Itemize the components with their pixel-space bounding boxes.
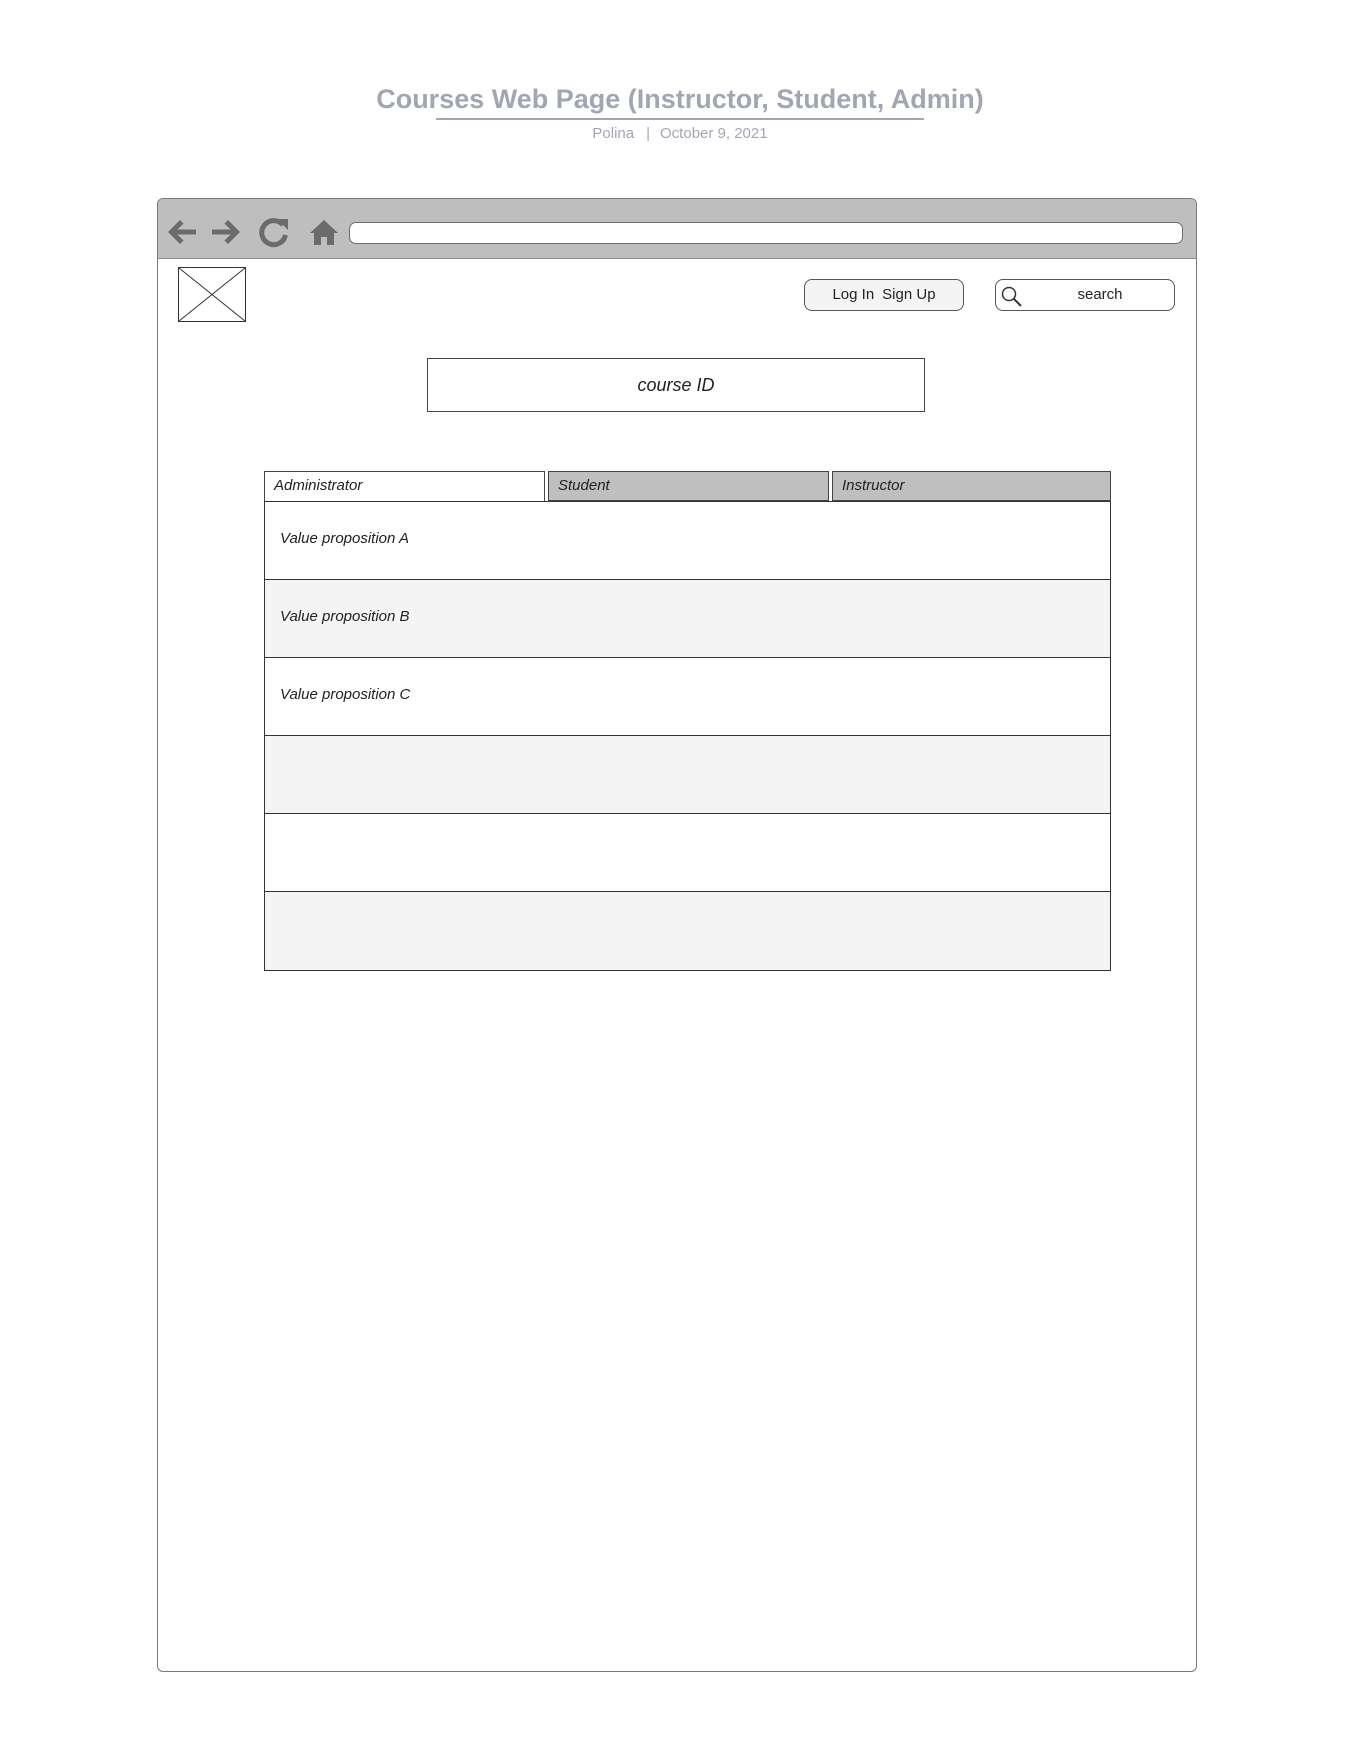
image-placeholder-icon xyxy=(178,267,246,322)
tab-administrator[interactable]: Administrator xyxy=(264,471,545,502)
row-label: Value proposition C xyxy=(280,686,411,703)
title-underline xyxy=(436,118,924,120)
table-row xyxy=(265,736,1110,814)
table-row xyxy=(265,892,1110,970)
row-label: Value proposition A xyxy=(280,530,409,547)
row-label: Value proposition B xyxy=(280,608,410,625)
back-arrow-icon[interactable] xyxy=(164,215,200,249)
browser-window xyxy=(157,198,1197,1672)
tab-student[interactable]: Student xyxy=(548,471,829,501)
search-input[interactable] xyxy=(995,279,1175,311)
home-icon[interactable] xyxy=(306,215,342,249)
signup-button[interactable]: Sign Up xyxy=(882,286,936,303)
document-meta xyxy=(0,125,1360,143)
meta-separator: | xyxy=(646,125,651,142)
search-placeholder: search xyxy=(1077,286,1123,303)
value-proposition-table xyxy=(264,501,1111,971)
browser-toolbar xyxy=(158,199,1196,259)
search-icon xyxy=(1000,285,1024,309)
table-row xyxy=(265,814,1110,892)
tab-instructor[interactable]: Instructor xyxy=(832,471,1111,501)
reload-icon[interactable] xyxy=(256,215,292,249)
table-row xyxy=(265,658,1110,736)
course-id-field[interactable]: course ID xyxy=(427,358,925,412)
table-row xyxy=(265,502,1110,580)
table-row xyxy=(265,580,1110,658)
forward-arrow-icon[interactable] xyxy=(208,215,244,249)
document-date: October 9, 2021 xyxy=(660,125,768,142)
login-button[interactable]: Log In xyxy=(832,286,875,303)
document-author: Polina xyxy=(592,125,635,142)
auth-button-group xyxy=(804,279,964,311)
url-bar[interactable] xyxy=(349,222,1183,244)
document-title: Courses Web Page (Instructor, Student, Admin) xyxy=(376,84,984,114)
